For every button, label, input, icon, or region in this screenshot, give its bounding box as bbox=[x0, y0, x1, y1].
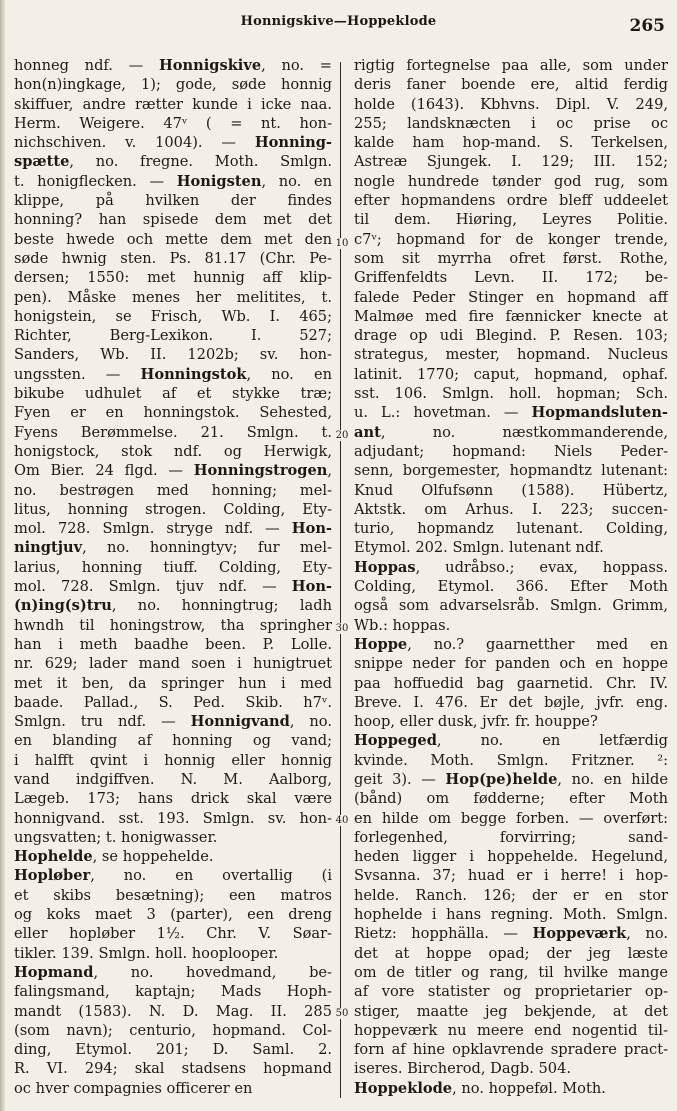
text-line: R. VI. 294; skal stadsens hopmand bbox=[14, 1060, 332, 1078]
text-line: klippe, på hvilken der findes bbox=[14, 192, 332, 210]
line-number-20: 20 bbox=[332, 430, 352, 441]
text-line: som sit myrrha ofret først. Rothe, bbox=[354, 249, 668, 267]
text-line: Hophelde, se hoppehelde. bbox=[14, 848, 214, 866]
text-line: iseres. Bircherod, Dagb. 504. bbox=[354, 1060, 571, 1078]
text-line: ant, no. næstkommanderende, bbox=[354, 423, 668, 441]
text-line: adjudant; hopmand: Niels Peder- bbox=[354, 442, 668, 460]
text-line: Aktstk. om Arhus. I. 223; succen- bbox=[354, 500, 668, 518]
line-number-10: 10 bbox=[332, 238, 352, 249]
column-divider bbox=[340, 62, 341, 1098]
text-line: honnigvand. sst. 193. Smlgn. sv. hon- bbox=[14, 809, 332, 827]
text-line: litus, honning strogen. Colding, Ety- bbox=[14, 500, 332, 518]
text-line: t. honigflecken. — Honigsten, no. en bbox=[14, 172, 332, 190]
text-line: honigstock, stok ndf. og Herwigk, bbox=[14, 442, 332, 460]
text-line: og koks maet 3 (parter), een dreng bbox=[14, 906, 332, 924]
text-line: Hoppas, udråbso.; evax, hoppass. bbox=[354, 558, 668, 576]
text-line: vand indgiffven. N. M. Aalborg, bbox=[14, 770, 332, 788]
text-line: baade. Pallad., S. Ped. Skib. h7ᵛ. bbox=[14, 693, 332, 711]
text-line: deris faner boende ere, altid ferdig bbox=[354, 76, 668, 94]
text-line: Om Bier. 24 flgd. — Honningstrogen, bbox=[14, 462, 332, 480]
page-header bbox=[0, 10, 677, 40]
text-line: Breve. I. 476. Er det bøjle, jvfr. eng. bbox=[354, 693, 668, 711]
text-line: tikler. 139. Smlgn. holl. hooplooper. bbox=[14, 944, 279, 962]
text-line: Svsanna. 37; huad er i herre! i hop- bbox=[354, 867, 668, 885]
text-line: Astreæ Sjungek. I. 129; III. 152; bbox=[354, 153, 668, 171]
text-line: Knud Olfufsønn (1588). Hübertz, bbox=[354, 481, 668, 499]
text-line: strategus, mester, hopmand. Nucleus bbox=[354, 346, 668, 364]
text-line: helde. Ranch. 126; der er en stor bbox=[354, 886, 668, 904]
text-line: Griffenfeldts Levn. II. 172; be- bbox=[354, 269, 668, 287]
text-line: sst. 106. Smlgn. holl. hopman; Sch. bbox=[354, 385, 668, 403]
line-number-50: 50 bbox=[332, 1008, 352, 1019]
text-line: ungsvatten; t. honigwasser. bbox=[14, 828, 218, 846]
text-line: forn af hine opklavrende spradere pract- bbox=[354, 1041, 668, 1059]
text-line: af vore statister og proprietarier op- bbox=[354, 983, 668, 1001]
text-line: senn, borgemester, hopmandtz lutenant: bbox=[354, 462, 668, 480]
text-line: kalde ham hop-mand. S. Terkelsen, bbox=[354, 134, 668, 152]
text-line: pen). Måske menes her melitites, t. bbox=[14, 288, 332, 306]
text-line: no. bestrøgen med honning; mel- bbox=[14, 481, 332, 499]
line-number-30: 30 bbox=[332, 623, 352, 634]
text-line: geit 3). — Hop(pe)helde, no. en hilde bbox=[354, 770, 668, 788]
text-line: turio, hopmandz lutenant. Colding, bbox=[354, 520, 668, 538]
text-line: nichschiven. v. 1004). — Honning- bbox=[14, 134, 332, 152]
left-column bbox=[14, 56, 332, 1098]
text-line: Malmøe med fire fænnicker knecte at bbox=[354, 307, 668, 325]
text-line: stiger, maatte jeg bekjende, at det bbox=[354, 1002, 668, 1020]
text-line: Rietz: hopphälla. — Hoppeværk, no. bbox=[354, 925, 668, 943]
text-line: drage op udi Blegind. P. Resen. 103; bbox=[354, 327, 668, 345]
text-line: ungssten. — Honningstok, no. en bbox=[14, 365, 332, 383]
text-line: falede Peder Stinger en hopmand aff bbox=[354, 288, 668, 306]
text-line: 255; landsknæcten i oc prise oc bbox=[354, 114, 668, 132]
text-line: mol. 728. Smlgn. stryge ndf. — Hon- bbox=[14, 520, 332, 538]
text-line: bikube udhulet af et stykke træ; bbox=[14, 385, 332, 403]
page-edge-shadow bbox=[0, 0, 6, 1111]
text-line: u. L.: hovetman. — Hopmandsluten- bbox=[354, 404, 668, 422]
text-line: beste hwede och mette dem met den bbox=[14, 230, 332, 248]
text-line: nogle hundrede tønder god rug, som bbox=[354, 172, 668, 190]
text-line: mol. 728. Smlgn. tjuv ndf. — Hon- bbox=[14, 578, 332, 596]
text-line: hon(n)ingkage, 1); gode, søde honnig bbox=[14, 76, 332, 94]
text-line: ding, Etymol. 201; D. Saml. 2. bbox=[14, 1041, 332, 1059]
text-line: Hoppe, no.? gaarnetther med en bbox=[354, 635, 668, 653]
text-line: hophelde i hans regning. Moth. Smlgn. bbox=[354, 906, 668, 924]
text-line: en blanding af honning og vand; bbox=[14, 732, 332, 750]
text-line: Fyens Berømmelse. 21. Smlgn. t. bbox=[14, 423, 332, 441]
text-line: latinit. 1770; caput, hopmand, ophaf. bbox=[354, 365, 668, 383]
line-number-40: 40 bbox=[332, 815, 352, 826]
text-line: nr. 629; lader mand soen i hunigtruet bbox=[14, 655, 332, 673]
text-line: Lægeb. 173; hans drick skal være bbox=[14, 790, 332, 808]
text-line: (n)ing(s)tru, no. honningtrug; ladh bbox=[14, 597, 332, 615]
text-line: Etymol. 202. Smlgn. lutenant ndf. bbox=[354, 539, 604, 557]
text-line: mandt (1583). N. D. Mag. II. 285 bbox=[14, 1002, 332, 1020]
text-line: en hilde om begge forben. — overført: bbox=[354, 809, 668, 827]
text-line: hoppeværk nu meere end nogentid til- bbox=[354, 1021, 668, 1039]
text-line: paa hoffuedid bag gaarnetid. Chr. IV. bbox=[354, 674, 668, 692]
text-line: hwndh til honingstrow, tha springher bbox=[14, 616, 332, 634]
text-line: dersen; 1550: met hunnig aff klip- bbox=[14, 269, 332, 287]
text-line: Wb.: hoppas. bbox=[354, 616, 451, 634]
text-line: eller hopløber 1½. Chr. V. Søar- bbox=[14, 925, 332, 943]
right-column bbox=[354, 56, 668, 1098]
text-line: Colding, Etymol. 366. Efter Moth bbox=[354, 578, 668, 596]
text-line: skiffuer, andre rætter kunde i icke naa. bbox=[14, 95, 332, 113]
text-line: Herm. Weigere. 47ᵛ ( = nt. hon- bbox=[14, 114, 332, 132]
text-line: han i meth baadhe been. P. Lolle. bbox=[14, 635, 332, 653]
text-line: Richter, Berg-Lexikon. I. 527; bbox=[14, 327, 332, 345]
text-line: i halfft qvint i honnig eller honnig bbox=[14, 751, 332, 769]
text-line: c7ᵛ; hopmand for de konger trende, bbox=[354, 230, 668, 248]
text-line: Hopmand, no. hovedmand, be- bbox=[14, 963, 332, 981]
text-line: Fyen er en honningstok. Sehested, bbox=[14, 404, 332, 422]
text-line: ningtjuv, no. honningtyv; fur mel- bbox=[14, 539, 332, 557]
text-line: met it ben, da springer hun i med bbox=[14, 674, 332, 692]
text-line: også som advarselsråb. Smlgn. Grimm, bbox=[354, 597, 668, 615]
text-line: honneg ndf. — Honnigskive, no. = bbox=[14, 57, 332, 74]
text-line: spætte, no. fregne. Moth. Smlgn. bbox=[14, 153, 332, 171]
text-line: Hoppeklode, no. hoppeføl. Moth. bbox=[354, 1079, 606, 1097]
text-line: Smlgn. tru ndf. — Honnigvand, no. bbox=[14, 713, 332, 731]
text-line: hoop, eller dusk, jvfr. fr. houppe? bbox=[354, 713, 598, 731]
text-line: heden ligger i hoppehelde. Hegelund, bbox=[354, 848, 668, 866]
text-line: et skibs besætning); een matros bbox=[14, 886, 332, 904]
text-line: oc hver compagnies officerer en bbox=[14, 1079, 253, 1097]
text-line: forlegenhed, forvirring; sand- bbox=[354, 828, 668, 846]
text-line: honning? han spisede dem met det bbox=[14, 211, 332, 229]
text-line: holde (1643). Kbhvns. Dipl. V. 249, bbox=[354, 95, 668, 113]
text-line: det at hoppe opad; der jeg læste bbox=[354, 944, 668, 962]
text-line: (bånd) om fødderne; efter Moth bbox=[354, 790, 668, 808]
text-line: til dem. Hiøring, Leyres Politie. bbox=[354, 211, 668, 229]
text-line: søde hwnig sten. Ps. 81.17 (Chr. Pe- bbox=[14, 249, 332, 267]
text-line: falingsmand, kaptajn; Mads Hoph- bbox=[14, 983, 332, 1001]
text-line: snippe neder for panden och en hoppe bbox=[354, 655, 668, 673]
text-line: Hopløber, no. en overtallig (i bbox=[14, 867, 332, 885]
text-line: Hoppeged, no. en letfærdig bbox=[354, 732, 668, 750]
running-title: Honnigskive—Hoppeklode bbox=[240, 14, 437, 29]
text-line: kvinde. Moth. Smlgn. Fritzner. ²: bbox=[354, 751, 668, 769]
text-line: efter hopmandens ordre bleff uddeelet bbox=[354, 192, 668, 210]
page-number: 265 bbox=[629, 16, 665, 36]
text-line: larius, honning tiuff. Colding, Ety- bbox=[14, 558, 332, 576]
text-line: rigtig fortegnelse paa alle, som under bbox=[354, 57, 668, 74]
text-line: Sanders, Wb. II. 1202b; sv. hon- bbox=[14, 346, 332, 364]
text-line: om de titler og rang, til hvilke mange bbox=[354, 963, 668, 981]
text-line: honigstein, se Frisch, Wb. I. 465; bbox=[14, 307, 332, 325]
text-line: (som navn); centurio, hopmand. Col- bbox=[14, 1021, 332, 1039]
